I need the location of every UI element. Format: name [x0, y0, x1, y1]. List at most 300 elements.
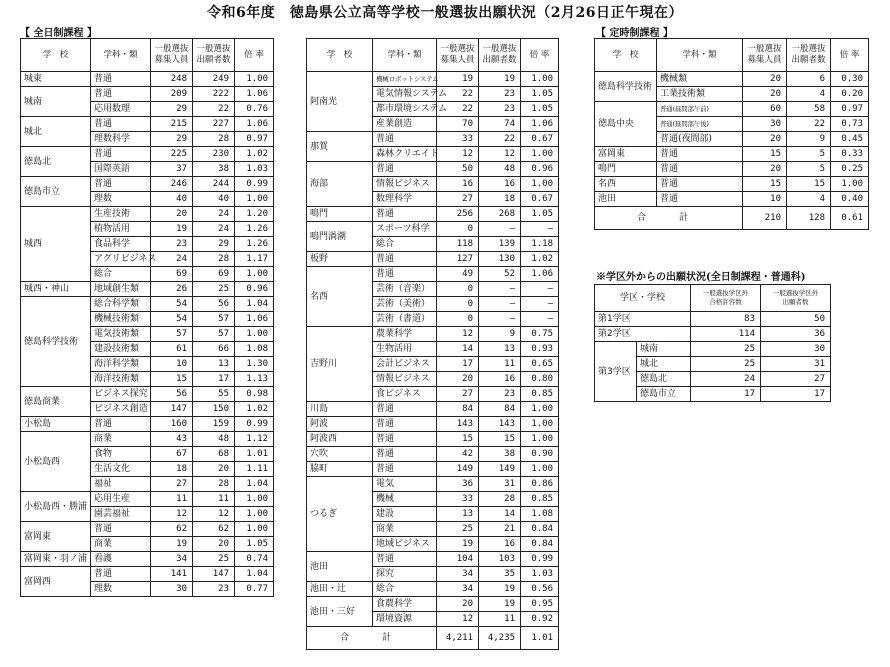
cell-dept: 普通: [373, 432, 437, 447]
cell-dept: 海洋科学類: [91, 357, 151, 372]
header-dept: 学科・類: [657, 39, 743, 72]
cell-applicants: 11: [479, 357, 521, 372]
cell-applicants: ―: [479, 297, 521, 312]
table-row: [21, 87, 274, 102]
section-full-time: 【 全日制課程 】: [20, 28, 97, 39]
table-row: [307, 222, 559, 237]
cell-ratio: 0.75: [521, 327, 559, 342]
cell-district: 第3学区: [595, 342, 637, 402]
cell-ratio: 0.99: [235, 417, 274, 432]
outside-district-table: [594, 284, 831, 402]
total-row: [595, 207, 869, 230]
cell-applicants: 143: [479, 417, 521, 432]
cell-school: 池田・三好: [307, 597, 373, 627]
cell-ratio: ―: [521, 297, 559, 312]
cell-ratio: 1.08: [521, 507, 559, 522]
cell-capacity: 19: [437, 537, 479, 552]
cell-applicants: 222: [193, 87, 235, 102]
cell-ratio: 1.30: [235, 357, 274, 372]
cell-capacity: 20: [743, 162, 787, 177]
cell-school: 徳島科学技術: [595, 72, 657, 102]
table-row: [595, 327, 831, 342]
cell-ratio: 0.93: [521, 342, 559, 357]
cell-dept: 食農科学: [373, 597, 437, 612]
cell-capacity: 10: [743, 192, 787, 207]
cell-capacity: 18: [151, 462, 193, 477]
cell-school: 吉野川: [307, 327, 373, 402]
table-row: [307, 552, 559, 567]
cell-applicants: 74: [479, 117, 521, 132]
total-capacity: 210: [743, 207, 787, 230]
cell-applicants: 62: [193, 522, 235, 537]
cell-capacity: 34: [437, 567, 479, 582]
cell-ratio: 1.20: [235, 207, 274, 222]
table-row: [21, 297, 274, 312]
part-time-table: [594, 38, 869, 230]
cell-ratio: 0.95: [521, 597, 559, 612]
cell-school: 徳島商業: [21, 387, 91, 417]
cell-capacity: 26: [151, 282, 193, 297]
total-ratio: 1.01: [521, 627, 559, 650]
cell-school: 川島: [307, 402, 373, 417]
cell-applicants: 13: [193, 357, 235, 372]
page-title: 令和6年度 徳島県公立高等学校一般選抜出願状況（2月26日正午現在）: [207, 5, 683, 21]
cell-school: 名西: [595, 177, 657, 192]
cell-dept: 理数科学: [91, 132, 151, 147]
cell-applicants: 25: [193, 282, 235, 297]
cell-ratio: 0.74: [235, 552, 274, 567]
cell-school: 鳴門: [595, 162, 657, 177]
cell-school: 鳴門: [307, 207, 373, 222]
cell-applicants: 147: [193, 567, 235, 582]
cell-dept: 生活文化: [91, 462, 151, 477]
cell-dept: 都市環境システム: [373, 102, 437, 117]
cell-applicants: 12: [193, 507, 235, 522]
cell-dept: 総合科学類: [91, 297, 151, 312]
cell-ratio: 1.06: [235, 87, 274, 102]
cell-ratio: 1.04: [235, 567, 274, 582]
header-ratio: 倍 率: [831, 39, 869, 72]
cell-capacity: 20: [743, 132, 787, 147]
cell-capacity: 24: [151, 252, 193, 267]
cell-capacity: 19: [151, 537, 193, 552]
cell-school: 鳴門渦潮: [307, 222, 373, 252]
cell-capacity: 60: [743, 102, 787, 117]
cell-applicants: 57: [193, 312, 235, 327]
cell-ratio: 0.56: [521, 582, 559, 597]
cell-capacity: 20: [437, 372, 479, 387]
table-row: [21, 147, 274, 162]
cell-dept: 普通: [373, 267, 437, 282]
cell-applicants: 40: [193, 192, 235, 207]
cell-dept: 看護: [91, 552, 151, 567]
cell-school: 徳島市立: [21, 177, 91, 207]
cell-ratio: 1.03: [521, 567, 559, 582]
cell-ratio: 0.67: [521, 192, 559, 207]
cell-applicants: 23: [479, 87, 521, 102]
cell-ratio: 0.97: [831, 102, 869, 117]
cell-outside-capacity: 114: [691, 327, 761, 342]
cell-dept: 普通: [91, 72, 151, 87]
cell-capacity: 15: [437, 432, 479, 447]
cell-applicants: 24: [193, 207, 235, 222]
cell-dept: 理数: [91, 192, 151, 207]
cell-outside-capacity: 17: [691, 387, 761, 402]
cell-ratio: 0.92: [521, 612, 559, 627]
cell-applicants: 244: [193, 177, 235, 192]
cell-applicants: 21: [479, 522, 521, 537]
cell-capacity: 0: [437, 282, 479, 297]
cell-capacity: 13: [437, 507, 479, 522]
cell-ratio: 0.33: [831, 147, 869, 162]
cell-school: 脇町: [307, 462, 373, 477]
cell-capacity: 0: [437, 312, 479, 327]
cell-dept: ビジネス創造: [91, 402, 151, 417]
cell-capacity: 33: [437, 492, 479, 507]
cell-capacity: 149: [437, 462, 479, 477]
cell-district: 第1学区: [595, 312, 691, 327]
cell-ratio: 1.02: [235, 147, 274, 162]
cell-capacity: 29: [151, 102, 193, 117]
cell-applicants: 28: [479, 492, 521, 507]
cell-capacity: 56: [151, 387, 193, 402]
cell-dept: 普通: [91, 177, 151, 192]
cell-applicants: 57: [193, 327, 235, 342]
cell-ratio: 0.67: [521, 132, 559, 147]
cell-capacity: 19: [151, 222, 193, 237]
cell-applicants: 52: [479, 267, 521, 282]
cell-dept: 商業: [91, 432, 151, 447]
cell-dept: 普通: [657, 147, 743, 162]
total-label: 合 計: [307, 627, 437, 650]
cell-applicants: 268: [479, 207, 521, 222]
cell-ratio: 0.45: [831, 132, 869, 147]
cell-dept: 普通: [373, 552, 437, 567]
cell-applicants: 103: [479, 552, 521, 567]
cell-ratio: 1.05: [521, 207, 559, 222]
cell-capacity: 20: [151, 207, 193, 222]
cell-applicants: 19: [479, 72, 521, 87]
cell-dept: 情報ビジネス: [373, 177, 437, 192]
cell-ratio: 1.05: [521, 87, 559, 102]
cell-dept: 農業科学: [373, 327, 437, 342]
cell-dept: 応用数理: [91, 102, 151, 117]
cell-ratio: 0.85: [521, 387, 559, 402]
cell-school: 富岡東・羽ノ浦: [21, 552, 91, 567]
cell-dept: 電気: [373, 477, 437, 492]
cell-ratio: 0.84: [521, 522, 559, 537]
cell-school: 阿南光: [307, 72, 373, 132]
cell-ratio: 1.00: [235, 507, 274, 522]
cell-ratio: 0.85: [521, 492, 559, 507]
cell-applicants: ―: [479, 312, 521, 327]
cell-capacity: 70: [437, 117, 479, 132]
cell-applicants: 12: [479, 147, 521, 162]
cell-ratio: 1.02: [235, 402, 274, 417]
cell-dept: 環境資源: [373, 612, 437, 627]
cell-applicants: 13: [479, 342, 521, 357]
cell-capacity: 22: [437, 102, 479, 117]
cell-school: 穴吹: [307, 447, 373, 462]
cell-school: つるぎ: [307, 477, 373, 552]
cell-school: 富岡西: [21, 567, 91, 597]
cell-dept: 情報ビジネス: [373, 372, 437, 387]
cell-dept: 普通: [91, 87, 151, 102]
table-header: [595, 285, 831, 312]
cell-capacity: 118: [437, 237, 479, 252]
cell-outside-capacity: 83: [691, 312, 761, 327]
cell-ratio: 1.26: [235, 237, 274, 252]
cell-applicants: 31: [479, 477, 521, 492]
section-part-time: 【 定時制課程 】: [596, 28, 673, 39]
cell-ratio: 1.00: [235, 492, 274, 507]
cell-capacity: 15: [743, 177, 787, 192]
cell-dept: 普通: [657, 177, 743, 192]
cell-applicants: 48: [479, 162, 521, 177]
cell-applicants: 84: [479, 402, 521, 417]
cell-capacity: 49: [437, 267, 479, 282]
cell-capacity: 43: [151, 432, 193, 447]
cell-capacity: 10: [151, 357, 193, 372]
cell-ratio: 1.06: [235, 117, 274, 132]
cell-capacity: 160: [151, 417, 193, 432]
cell-ratio: 0.80: [521, 372, 559, 387]
cell-dept: 商業: [91, 537, 151, 552]
header-applicants: 一般選抜 出願者数: [787, 39, 831, 72]
cell-outside-capacity: 25: [691, 357, 761, 372]
cell-outside-applicants: 31: [761, 357, 831, 372]
header-district: 学区・学校: [595, 285, 691, 312]
cell-dept: 地域創生類: [91, 282, 151, 297]
header-applicants: 一般選抜 出願者数: [193, 39, 235, 72]
total-capacity: 4,211: [437, 627, 479, 650]
cell-dept: 総合: [91, 267, 151, 282]
cell-ratio: 0.40: [831, 192, 869, 207]
cell-dept: 機械技術類: [91, 312, 151, 327]
cell-capacity: 16: [437, 177, 479, 192]
cell-capacity: 11: [151, 492, 193, 507]
cell-dept: スポーツ科学: [373, 222, 437, 237]
cell-school: 城南: [637, 342, 691, 357]
header-dept: 学科・類: [373, 39, 437, 72]
cell-school: 徳島中央: [595, 102, 657, 147]
cell-applicants: 20: [193, 537, 235, 552]
cell-school: 城東: [21, 72, 91, 87]
total-applicants: 4,235: [479, 627, 521, 650]
cell-dept: 福祉: [91, 477, 151, 492]
cell-dept: 普通: [373, 447, 437, 462]
header-school: 学 校: [307, 39, 373, 72]
table-row: [21, 432, 274, 447]
table-row: [21, 207, 274, 222]
cell-dept: 芸術（書道）: [373, 312, 437, 327]
cell-capacity: 248: [151, 72, 193, 87]
cell-dept: 生物活用: [373, 342, 437, 357]
cell-dept: 普通: [657, 192, 743, 207]
cell-dept: 建設: [373, 507, 437, 522]
cell-school: 阿波: [307, 417, 373, 432]
cell-capacity: 256: [437, 207, 479, 222]
header-school: 学 校: [21, 39, 91, 72]
cell-applicants: 56: [193, 297, 235, 312]
cell-dept: 普通: [91, 567, 151, 582]
cell-outside-capacity: 25: [691, 342, 761, 357]
cell-capacity: 0: [437, 222, 479, 237]
cell-applicants: 68: [193, 447, 235, 462]
table-row: [307, 402, 559, 417]
table-row: [307, 597, 559, 612]
cell-dept: 普通(昼間部午前): [657, 102, 743, 117]
cell-dept: 普通: [373, 207, 437, 222]
cell-capacity: 0: [437, 297, 479, 312]
cell-applicants: 19: [479, 582, 521, 597]
table-row: [307, 72, 559, 87]
table-row: [21, 417, 274, 432]
cell-capacity: 37: [151, 162, 193, 177]
cell-dept: ビジネス探究: [91, 387, 151, 402]
cell-dept: 芸術（美術）: [373, 297, 437, 312]
cell-school: 富岡東: [21, 522, 91, 552]
cell-capacity: 40: [151, 192, 193, 207]
table-row: [307, 267, 559, 282]
table-header: [595, 39, 869, 72]
cell-ratio: 1.06: [235, 312, 274, 327]
cell-capacity: 61: [151, 342, 193, 357]
cell-dept: 建設技術類: [91, 342, 151, 357]
table-row: [307, 462, 559, 477]
cell-dept: 普通: [373, 162, 437, 177]
cell-dept: 会計ビジネス: [373, 357, 437, 372]
cell-ratio: 0.99: [235, 177, 274, 192]
cell-ratio: 0.30: [831, 72, 869, 87]
cell-capacity: 22: [437, 87, 479, 102]
cell-applicants: 149: [479, 462, 521, 477]
cell-capacity: 246: [151, 177, 193, 192]
cell-ratio: 1.00: [521, 72, 559, 87]
cell-dept: 普通: [91, 522, 151, 537]
cell-applicants: 66: [193, 342, 235, 357]
cell-ratio: 0.96: [235, 282, 274, 297]
cell-ratio: 1.13: [235, 372, 274, 387]
cell-school: 那賀: [307, 132, 373, 162]
header-capacity: 一般選抜 募集人員: [151, 39, 193, 72]
table-row: [307, 252, 559, 267]
cell-applicants: 4: [787, 87, 831, 102]
table-row: [307, 207, 559, 222]
cell-applicants: 9: [787, 132, 831, 147]
cell-ratio: 0.90: [521, 447, 559, 462]
cell-capacity: 215: [151, 117, 193, 132]
table-row: [307, 132, 559, 147]
cell-ratio: 1.04: [235, 477, 274, 492]
cell-applicants: 17: [193, 372, 235, 387]
cell-ratio: 1.03: [235, 162, 274, 177]
table-header: [307, 39, 559, 72]
cell-capacity: 20: [743, 87, 787, 102]
cell-capacity: 29: [151, 132, 193, 147]
cell-capacity: 12: [151, 507, 193, 522]
cell-ratio: 1.00: [521, 402, 559, 417]
cell-capacity: 27: [151, 477, 193, 492]
cell-school: 徳島市立: [637, 387, 691, 402]
table-row: [595, 72, 869, 87]
cell-ratio: 1.17: [235, 252, 274, 267]
cell-applicants: 38: [479, 447, 521, 462]
cell-applicants: 15: [787, 177, 831, 192]
table-row: [595, 147, 869, 162]
cell-capacity: 33: [437, 132, 479, 147]
cell-capacity: 127: [437, 252, 479, 267]
cell-ratio: 1.00: [831, 177, 869, 192]
header-dept: 学科・類: [91, 39, 151, 72]
cell-capacity: 12: [437, 147, 479, 162]
cell-ratio: 0.99: [521, 552, 559, 567]
cell-ratio: 1.06: [521, 117, 559, 132]
cell-dept: 応用生産: [91, 492, 151, 507]
cell-ratio: 1.11: [235, 462, 274, 477]
cell-applicants: 14: [479, 507, 521, 522]
cell-capacity: 27: [437, 387, 479, 402]
cell-applicants: 16: [479, 372, 521, 387]
cell-capacity: 225: [151, 147, 193, 162]
cell-applicants: 28: [193, 252, 235, 267]
header-ratio: 倍 率: [235, 39, 274, 72]
header-applicants: 一般選抜 出願者数: [479, 39, 521, 72]
cell-ratio: 1.08: [235, 342, 274, 357]
cell-capacity: 15: [151, 372, 193, 387]
cell-school: 名西: [307, 267, 373, 327]
table-row: [307, 327, 559, 342]
full-time-table-left: [20, 38, 274, 597]
cell-dept: 森林クリエイト: [373, 147, 437, 162]
cell-dept: 機械類: [657, 72, 743, 87]
total-row: [307, 627, 559, 650]
cell-applicants: 38: [193, 162, 235, 177]
table-row: [21, 282, 274, 297]
cell-ratio: 0.73: [831, 117, 869, 132]
cell-applicants: 150: [193, 402, 235, 417]
cell-capacity: 23: [151, 237, 193, 252]
cell-capacity: 209: [151, 87, 193, 102]
cell-ratio: 1.00: [521, 462, 559, 477]
cell-ratio: ―: [521, 222, 559, 237]
table-header: [21, 39, 274, 72]
header-capacity: 一般選抜 募集人員: [743, 39, 787, 72]
table-row: [21, 492, 274, 507]
cell-ratio: 0.76: [235, 102, 274, 117]
cell-ratio: 1.18: [521, 237, 559, 252]
table-row: [307, 162, 559, 177]
table-row: [307, 447, 559, 462]
cell-applicants: 16: [479, 177, 521, 192]
header-outside-capacity: 一般選抜学区外 合格許容数: [691, 285, 761, 312]
cell-dept: 園芸福祉: [91, 507, 151, 522]
table-row: [21, 567, 274, 582]
cell-dept: 普通: [373, 252, 437, 267]
table-row: [21, 522, 274, 537]
table-row: [307, 432, 559, 447]
cell-ratio: 0.84: [521, 537, 559, 552]
cell-ratio: 1.12: [235, 432, 274, 447]
cell-ratio: 0.86: [521, 477, 559, 492]
cell-dept: 産業創造: [373, 117, 437, 132]
cell-capacity: 12: [437, 327, 479, 342]
cell-applicants: 130: [479, 252, 521, 267]
cell-applicants: 9: [479, 327, 521, 342]
section-outside-district: ※学区外からの出願状況(全日制課程・普通科): [596, 272, 806, 283]
cell-ratio: 0.25: [831, 162, 869, 177]
header-capacity: 一般選抜 募集人員: [437, 39, 479, 72]
